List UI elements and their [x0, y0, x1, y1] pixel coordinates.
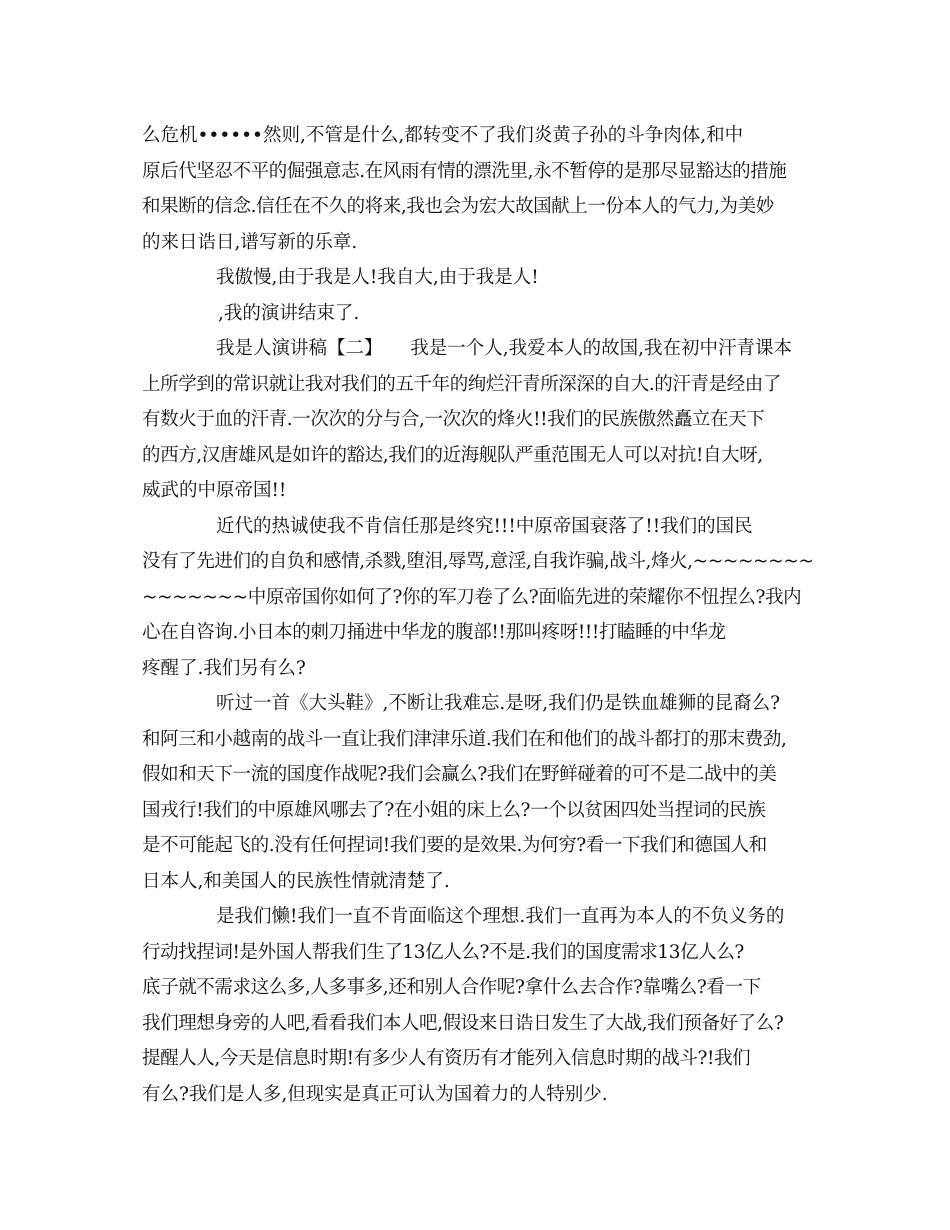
- text-line: 没有了先进们的自负和感情,杀戮,堕泪,辱骂,意淫,自我诈骗,战斗,烽火,~~~~~~~~: [142, 551, 814, 572]
- text-line: 底子就不需求这么多,人多事多,还和别人合作呢?拿什么去合作?靠嘴么?看一下: [142, 977, 761, 998]
- text-line: 有数火于血的汗青.一次次的分与合,一次次的烽火!!我们的民族傲然矗立在天下: [142, 409, 765, 430]
- text-line: 心在自咨询.小日本的刺刀捅进中华龙的腹部!!那叫疼呀!!!打瞌睡的中华龙: [142, 622, 726, 643]
- text-line: ,我的演讲结束了.: [218, 302, 360, 324]
- text-line: 是不可能起飞的.没有任何捏词!我们要的是效果.为何穷?看一下我们和德国人和: [142, 835, 767, 856]
- text-line: 国戎行!我们的中原雄风哪去了?在小姐的床上么?一个以贫困四处当捏词的民族: [142, 799, 766, 821]
- document-body: [142, 118, 814, 1112]
- text-line: 我是人演讲稿【二】 我是一个人,我爱本人的故国,我在初中汗青课本: [216, 338, 793, 359]
- text-line: 听过一首《大头鞋》,不断让我难忘.是呀,我们仍是铁血雄狮的昆裔么?: [216, 693, 781, 714]
- text-line: 么危机••••••然则,不管是什么,都转变不了我们炎黄子孙的斗争肉体,和中: [142, 125, 744, 146]
- text-line: 是我们懒!我们一直不肯面临这个理想.我们一直再为本人的不负义务的: [216, 906, 785, 927]
- text-line: 上所学到的常识就让我对我们的五千年的绚烂汗青所深深的自大.的汗青是经由了: [142, 373, 781, 395]
- text-line: ~~~~~~~中原帝国你如何了?你的军刀卷了么?面临先进的荣耀你不忸捏么?我内: [142, 586, 802, 608]
- text-line: 的西方,汉唐雄风是如许的豁达,我们的近海舰队严重范围无人可以对抗!自大呀,: [142, 444, 763, 466]
- text-line: 疼醒了.我们另有么?: [142, 657, 306, 679]
- text-line: 有么?我们是人多,但现实是真正可认为国着力的人特别少.: [142, 1083, 608, 1105]
- text-line: 原后代坚忍不平的倔强意志.在风雨有情的漂洗里,永不暂停的是那尽显豁达的措施: [142, 160, 787, 182]
- text-line: 假如和天下一流的国度作战呢?我们会赢么?我们在野鲜碰着的可不是二战中的美: [142, 764, 777, 785]
- text-line: 我们理想身旁的人吧,看看我们本人吧,假设来日诰日发生了大战,我们预备好了么?: [142, 1012, 784, 1034]
- text-line: 日本人,和美国人的民族性情就清楚了.: [142, 870, 450, 892]
- text-line: 和阿三和小越南的战斗一直让我们津津乐道.我们在和他们的战斗都打的那末费劲,: [142, 728, 787, 750]
- text-line: 提醒人人,今天是信息时期!有多少人有资历有才能列入信息时期的战斗?!我们: [142, 1048, 751, 1069]
- text-line: 行动找捏词!是外国人帮我们生了13亿人么?不是.我们的国度需求13亿人么?: [142, 941, 744, 963]
- text-line: 和果断的信念.信任在不久的将来,我也会为宏大故国献上一份本人的气力,为美妙: [142, 196, 774, 217]
- text-line: 近代的热诚使我不肯信任那是终究!!!中原帝国衰落了!!我们的国民: [216, 515, 753, 537]
- text-line: 威武的中原帝国!!: [142, 480, 287, 501]
- text-line: 的来日诰日,谱写新的乐章.: [142, 231, 358, 253]
- text-line: 我傲慢,由于我是人!我自大,由于我是人!: [216, 267, 539, 288]
